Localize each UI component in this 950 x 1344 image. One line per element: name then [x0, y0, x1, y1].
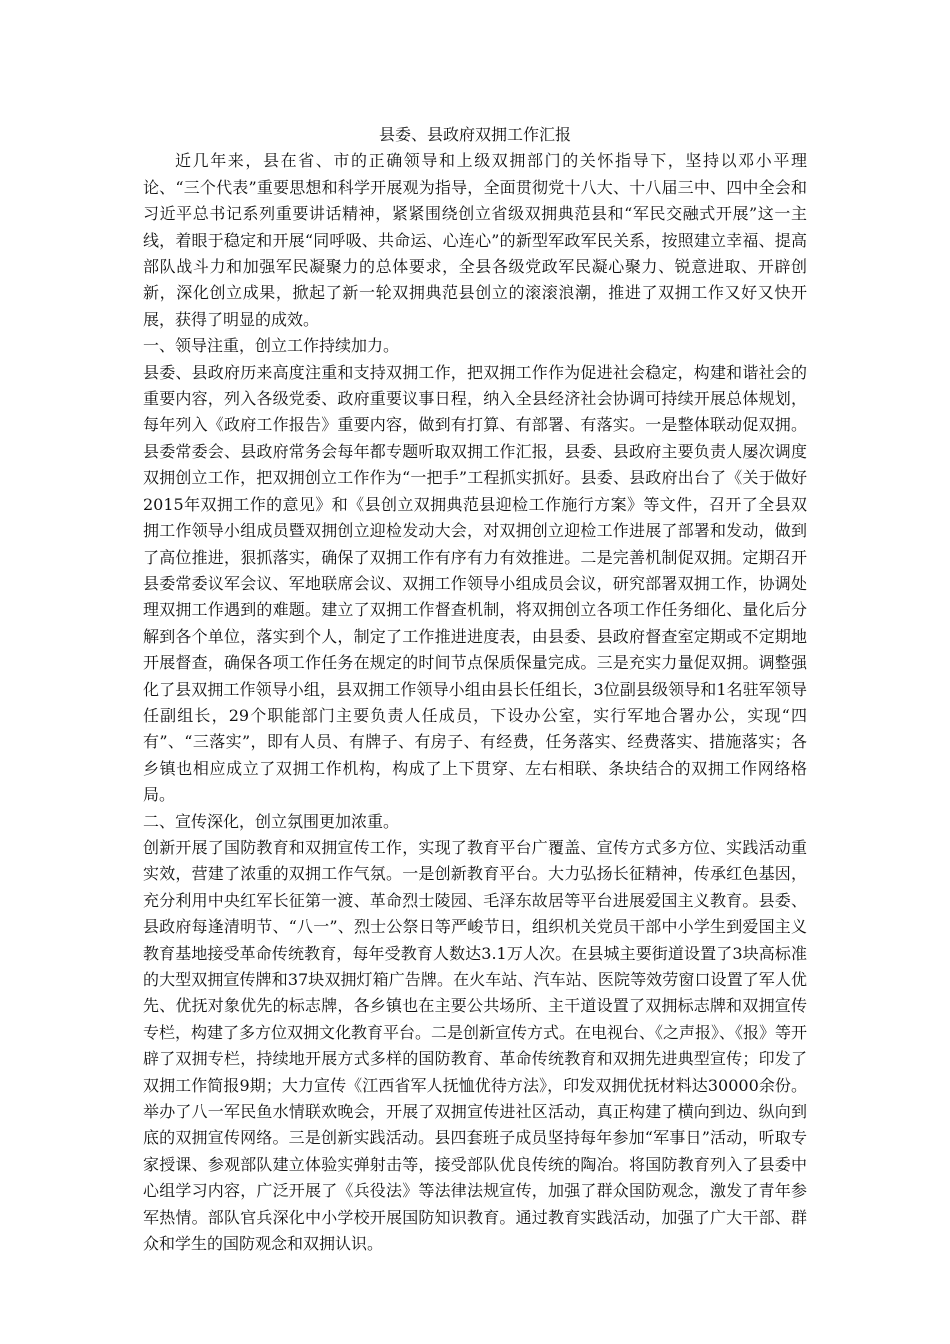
intro-paragraph: 近几年来，县在省、市的正确领导和上级双拥部门的关怀指导下，坚持以邓小平理论、“三个代表”重要思想和科学开展观为指导，全面贯彻党十八大、十八届三中、四中全会和习近平总书记系列重要讲话精神，紧紧围绕创立省级双拥典范县和“军民交融式开展”这一主线，着眼于稳定和开展“同呼吸、共命运、心连心”的新型军政军民关系，按照建立幸福、提高部队战斗力和加强军民凝聚力的总体要求，全县各级党政军民凝心聚力、锐意进取、开辟创新，深化创立成果，掀起了新一轮双拥典范县创立的滚滚浪潮，推进了双拥工作又好又快开展，获得了明显的成效。 [143, 151, 807, 329]
section2-paragraph: 创新开展了国防教育和双拥宣传工作，实现了教育平台广覆盖、宣传方式多方位、实践活动重实效，营建了浓重的双拥工作气氛。一是创新教育平台。大力弘扬长征精神，传承红色基因，充分利用中央红军长征第一渡、革命烈士陵园、毛泽东故居等平台进展爱国主义教育。县委、县政府每逢清明节、“八一”、烈士公祭日等严峻节日，组织机关党员干部中小学生到爱国主义教育基地接受革命传统教育，每年受教育人数达3.1万人次。在县城主要街道设置了3块高标准的大型双拥宣传牌和37块双拥灯箱广告牌。在火车站、汽车站、医院等效劳窗口设置了军人优先、优抚对象优先的标志牌，各乡镇也在主要公共场所、主干道设置了双拥标志牌和双拥宣传专栏，构建了多方位双拥文化教育平台。二是创新宣传方式。在电视台、《之声报》、《报》等开辟了双拥专栏，持续地开展方式多样的国防教育、革命传统教育和双拥先进典型宣传；印发了双拥工作简报9期；大力宣传《江西省军人抚恤优待方法》，印发双拥优抚材料达30000余份。举办了八一军民鱼水情联欢晚会，开展了双拥宣传进社区活动，真正构建了横向到边、纵向到底的双拥宣传网络。三是创新实践活动。县四套班子成员坚持每年参加“军事日”活动，听取专家授课、参观部队建立体验实弹射击等，接受部队优良传统的陶冶。将国防教育列入了县委中心组学习内容，广泛开展了《兵役法》等法律法规宣传，加强了群众国防观念，激发了青年参军热情。部队官兵深化中小学校开展国防知识教育。通过教育实践活动，加强了广大干部、群众和学生的国防观念和双拥认识。 [143, 837, 808, 1254]
section1-paragraph: 县委、县政府历来高度注重和支持双拥工作，把双拥工作作为促进社会稳定，构建和谐社会的重要内容，列入各级党委、政府重要议事日程，纳入全县经济社会协调可持续开展总体规划，每年列入《政府工作报告》重要内容，做到有打算、有部署、有落实。一是整体联动促双拥。县委常委会、县政府常务会每年都专题听取双拥工作汇报，县委、县政府主要负责人屡次调度双拥创立工作，把双拥创立工作作为“一把手”工程抓实抓好。县委、县政府出台了《关于做好2015年双拥工作的意见》和《县创立双拥典范县迎检工作施行方案》等文件，召开了全县双拥工作领导小组成员暨双拥创立迎检发动大会，对双拥创立迎检工作进展了部署和发动，做到了高位推进，狠抓落实，确保了双拥工作有序有力有效推进。二是完善机制促双拥。定期召开县委常委议军会议、军地联席会议、双拥工作领导小组成员会议，研究部署双拥工作，协调处理双拥工作遇到的难题。建立了双拥工作督查机制，将双拥创立各项工作任务细化、量化后分解到各个单位，落实到个人，制定了工作推进进度表，由县委、县政府督查室定期或不定期地开展督查，确保各项工作任务在规定的时间节点保质保量完成。三是充实力量促双拥。调整强化了县双拥工作领导小组，县双拥工作领导小组由县长任组长，3位副县级领导和1名驻军领导任副组长，29个职能部门主要负责人任成员，下设办公室，实行军地合署办公，实现“四有”、“三落实”，即有人员、有牌子、有房子、有经费，任务落实、经费落实、措施落实；各乡镇也相应成立了双拥工作机构，构成了上下贯穿、左右相联、条块结合的双拥工作网络格局。 [143, 362, 807, 805]
document-page [143, 122, 807, 1257]
section1-heading: 一、领导注重，创立工作持续加力。 [143, 336, 400, 356]
section2-heading: 二、宣传深化，创立氛围更加浓重。 [143, 811, 400, 831]
document-title: 县委、县政府双拥工作汇报 [378, 125, 571, 144]
